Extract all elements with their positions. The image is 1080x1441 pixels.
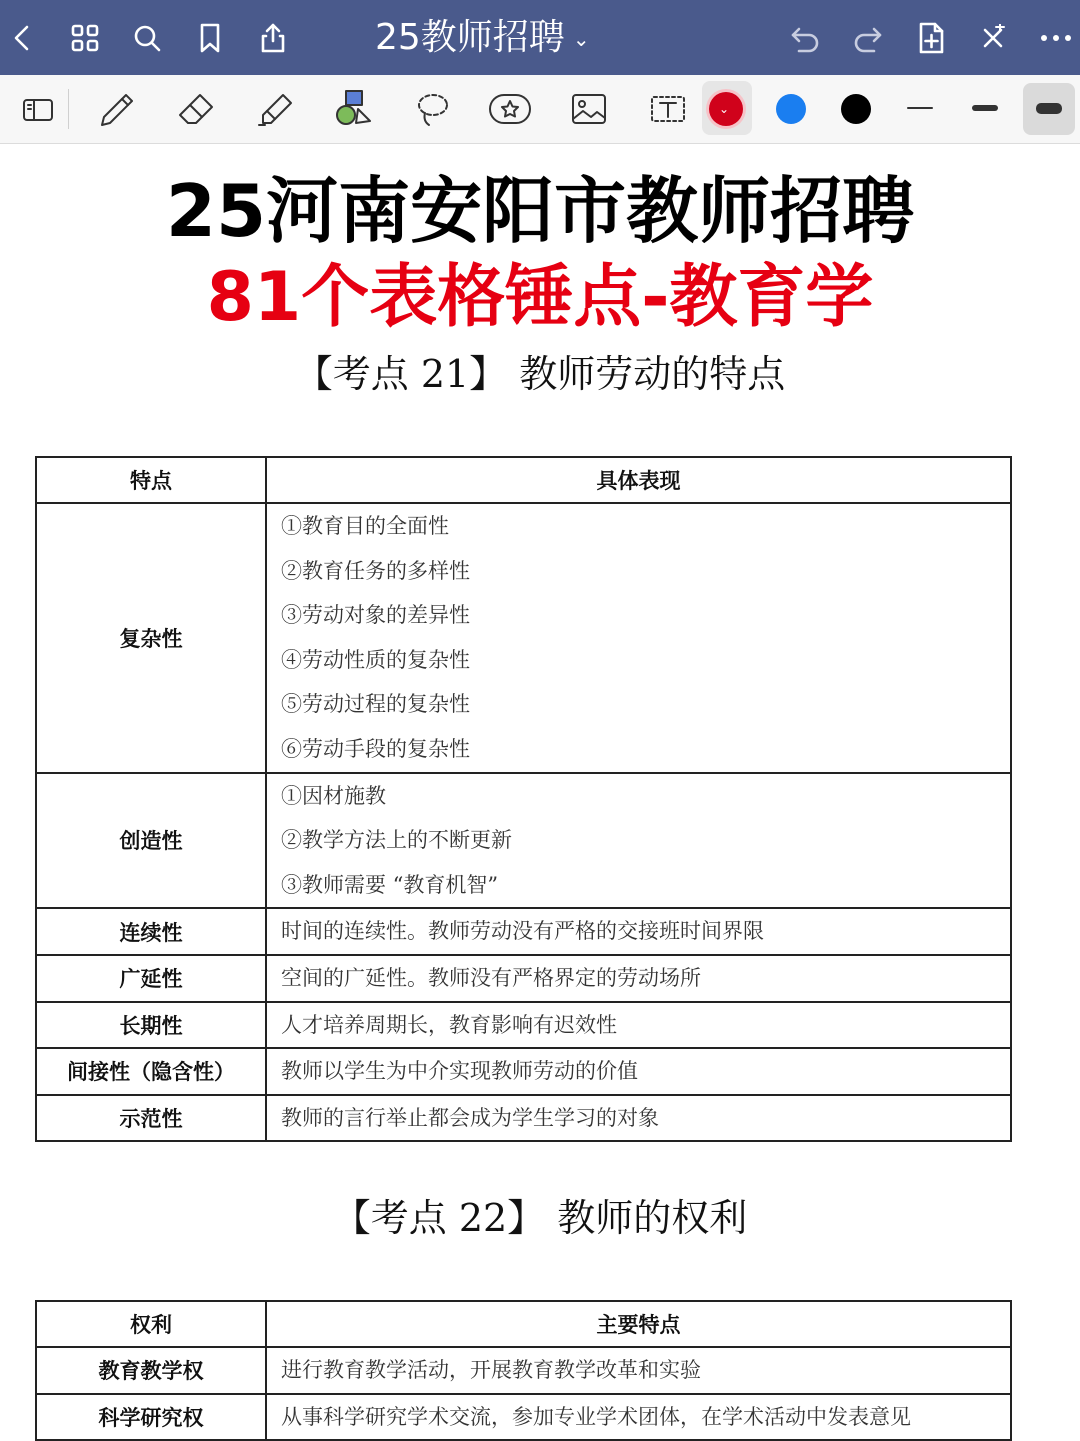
detail-line: ①因材施教	[281, 783, 386, 808]
detail-cell	[266, 1002, 1011, 1049]
detail-line: 进行教育教学活动，开展教育教学改革和实验	[281, 1358, 701, 1382]
page-title: 25河南安阳市教师招聘	[165, 169, 915, 253]
feature-cell: 示范性	[36, 1095, 266, 1142]
chevron-down-icon: ⌄	[719, 102, 730, 116]
detail-cell	[266, 955, 1011, 1002]
color-swatch-black[interactable]	[841, 94, 871, 124]
redo-icon[interactable]	[848, 18, 888, 58]
detail-line: ②教育任务的多样性	[281, 558, 470, 583]
sticker-icon[interactable]	[484, 83, 536, 135]
stroke-medium[interactable]	[972, 105, 998, 111]
shapes-icon[interactable]	[328, 83, 380, 135]
detail-cell	[266, 1347, 1011, 1394]
table-row	[36, 503, 1011, 773]
detail-line: ③劳动对象的差异性	[281, 603, 470, 628]
feature-cell: 长期性	[36, 1002, 266, 1049]
detail-line: ④劳动性质的复杂性	[281, 647, 470, 672]
back-icon[interactable]	[2, 18, 42, 58]
detail-line: 时间的连续性。教师劳动没有严格的交接班时间界限	[281, 919, 764, 944]
close-icon[interactable]	[973, 18, 1013, 58]
color-swatch-blue[interactable]	[776, 94, 806, 124]
stroke-thick[interactable]	[1036, 103, 1062, 114]
table-row	[36, 1002, 1011, 1049]
table-teacher-labor	[35, 456, 1012, 1142]
more-icon[interactable]	[1036, 18, 1076, 58]
detail-line: ⑥劳动手段的复杂性	[281, 736, 470, 761]
add-page-icon[interactable]	[911, 18, 951, 58]
section-heading-21: 【考点 21】 教师劳动的特点	[294, 352, 786, 396]
document-title-text: 25教师招聘	[375, 17, 565, 58]
document-title[interactable]	[375, 14, 590, 62]
column-header: 主要特点	[266, 1301, 1011, 1347]
bookmark-icon[interactable]	[190, 18, 230, 58]
table-teacher-rights	[35, 1300, 1012, 1441]
detail-line: 教师的言行举止都会成为学生学习的对象	[281, 1105, 659, 1130]
feature-cell: 创造性	[36, 773, 266, 909]
table-row	[36, 1394, 1011, 1441]
detail-line: ①教育目的全面性	[281, 514, 449, 538]
detail-line: ②教学方法上的不断更新	[281, 828, 512, 853]
search-icon[interactable]	[127, 18, 167, 58]
eraser-icon[interactable]	[170, 83, 222, 135]
text-icon[interactable]	[642, 83, 694, 135]
pen-icon[interactable]	[90, 83, 142, 135]
feature-cell: 复杂性	[36, 503, 266, 773]
toolbar-divider	[68, 89, 69, 129]
stroke-thin[interactable]	[907, 107, 933, 109]
image-icon[interactable]	[563, 83, 615, 135]
feature-cell: 科学研究权	[36, 1394, 266, 1441]
column-header: 特点	[36, 457, 266, 503]
feature-cell: 广延性	[36, 955, 266, 1002]
detail-line: 教师以学生为中介实现教师劳动的价值	[281, 1059, 638, 1084]
lasso-icon[interactable]	[407, 83, 459, 135]
detail-cell	[266, 503, 1011, 773]
table-row	[36, 908, 1011, 955]
detail-line: ⑤劳动过程的复杂性	[281, 692, 470, 717]
page-subtitle: 81个表格锤点-教育学	[206, 258, 874, 337]
grid-icon[interactable]	[65, 18, 105, 58]
top-nav-bar	[0, 0, 1080, 75]
detail-cell	[266, 1048, 1011, 1095]
table-row	[36, 773, 1011, 909]
table-row	[36, 1095, 1011, 1142]
sidebar-icon[interactable]	[12, 83, 64, 135]
feature-cell: 教育教学权	[36, 1347, 266, 1394]
detail-cell	[266, 773, 1011, 909]
table-row	[36, 955, 1011, 1002]
share-icon[interactable]	[253, 18, 293, 58]
detail-cell	[266, 1394, 1011, 1441]
table-row	[36, 1048, 1011, 1095]
detail-line: 人才培养周期长，教育影响有迟效性	[281, 1012, 617, 1037]
undo-icon[interactable]	[785, 18, 825, 58]
column-header: 权利	[36, 1301, 266, 1347]
chevron-down-icon: ⌄	[572, 27, 590, 51]
detail-cell	[266, 908, 1011, 955]
detail-cell	[266, 1095, 1011, 1142]
table-row	[36, 1347, 1011, 1394]
detail-line: ③教师需要 “教育机智”	[281, 872, 499, 897]
detail-line: 从事科学研究学术交流，参加专业学术团体，在学术活动中发表意见	[281, 1404, 911, 1429]
feature-cell: 间接性（隐含性）	[36, 1048, 266, 1095]
section-heading-22: 【考点 22】 教师的权利	[332, 1196, 748, 1240]
detail-line: 空间的广延性。教师没有严格界定的劳动场所	[281, 965, 701, 990]
feature-cell: 连续性	[36, 908, 266, 955]
tool-bar	[0, 75, 1080, 144]
highlighter-icon[interactable]	[249, 83, 301, 135]
column-header: 具体表现	[266, 457, 1011, 503]
